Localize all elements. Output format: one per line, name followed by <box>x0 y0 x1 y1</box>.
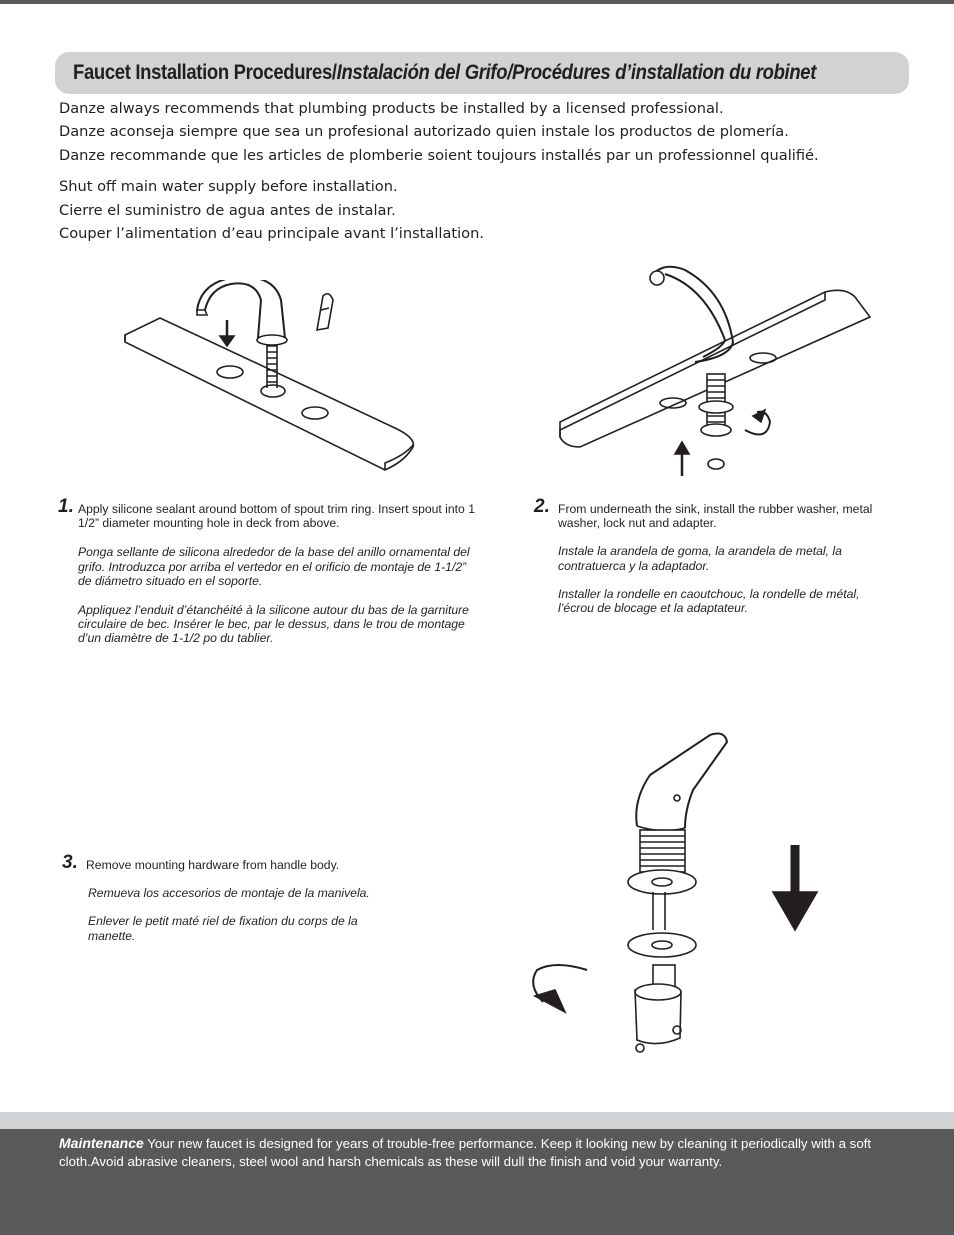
maintenance-label: Maintenance <box>59 1135 144 1151</box>
step-1-number: 1. <box>58 496 74 517</box>
step-1-english: Apply silicone sealant around bottom of spout trim ring. Insert spout into 1 1/2” diameter mounting hole in deck from above. <box>78 502 475 531</box>
top-rule <box>0 0 954 4</box>
title-bar <box>55 52 909 94</box>
shutoff-line-es: Cierre el suministro de agua antes de instalar. <box>59 202 396 219</box>
step-3-spanish: Remueva los accesorios de montaje de la manivela. <box>88 886 370 901</box>
shutoff-line-fr: Couper l’alimentation d’eau principale avant l’installation. <box>59 225 484 242</box>
shutoff-line-en: Shut off main water supply before installation. <box>59 178 398 195</box>
step-1-french: Appliquez l’enduit d’étanchéité à la silicone autour du bas de la garniture circulaire de bec. Insérer le bec, par le dessus, dans le trou de montage d’un diamètre de 1-1/2 po du tablier. <box>78 603 469 646</box>
step-3-number: 3. <box>62 852 78 873</box>
step-1-spanish: Ponga sellante de silicona alrededor de la base del anillo ornamental del grifo. Introduzca por arriba el vertedor en el orificio de montaje de 1-1/2” de diámetro situado en el soporte. <box>78 545 470 588</box>
step-3-text <box>86 858 396 943</box>
figure-3-handle-hardware-illustration <box>525 730 825 1060</box>
step-3-french: Enlever le petit maté riel de fixation du corps de la manette. <box>88 914 358 943</box>
page-title <box>73 60 816 85</box>
step-2-spanish: Instale la arandela de goma, la arandela de metal, la contratuerca y la adaptador. <box>558 544 842 573</box>
step-1-text <box>78 502 478 646</box>
figure-2-underside-hardware-illustration <box>555 262 880 477</box>
maintenance-band <box>0 1112 954 1129</box>
step-3-english: Remove mounting hardware from handle body. <box>86 858 340 872</box>
intro-line-en: Danze always recommends that plumbing products be installed by a licensed professional. <box>59 100 724 117</box>
intro-line-fr: Danze recommande que les articles de plomberie soient toujours installés par un professionnel qualifié. <box>59 147 819 164</box>
step-2-english: From underneath the sink, install the rubber washer, metal washer, lock nut and adapter. <box>558 502 873 531</box>
intro-line-es: Danze aconseja siempre que sea un profesional autorizado quien instale los productos de plomería. <box>59 123 789 140</box>
maintenance-body: Your new faucet is designed for years of trouble-free performance. Keep it looking new by cleaning it periodically with a soft cloth.Avoid abrasive cleaners, steel wool and harsh chemicals as these will dull the finish and void your warranty. <box>59 1136 872 1169</box>
maintenance-text <box>59 1135 909 1170</box>
step-2-text <box>558 502 898 615</box>
title-english: Faucet Installation Procedures/ <box>73 60 337 84</box>
title-spanish: Instalación del Grifo/ <box>336 60 513 84</box>
step-2-french: Installer la rondelle en caoutchouc, la rondelle de métal, l’écrou de blocage et la adaptateur. <box>558 586 860 616</box>
figure-1-spout-insert-illustration <box>115 280 435 480</box>
title-french: Procédures d’installation du robinet <box>512 60 817 84</box>
step-2-number: 2. <box>534 496 550 517</box>
